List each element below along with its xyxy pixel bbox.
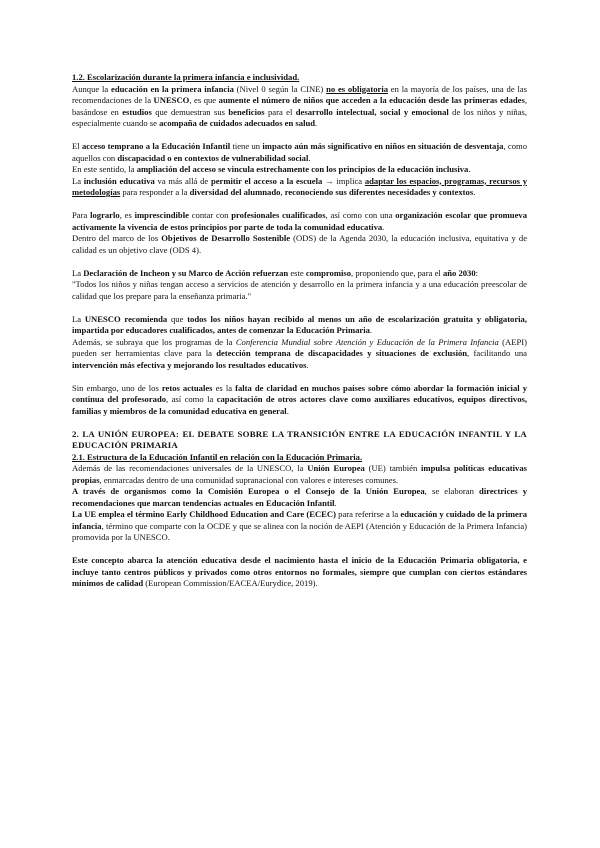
quote-incheon: "Todos los niños y niñas tengan acceso a servicios de atención y desarrollo en la primera infancia y a una educación preescolar de calidad que los prepare para la enseñanza primaria." xyxy=(72,279,527,301)
paragraph-challenges: Sin embargo, uno de los retos actuales es la falta de claridad en muchos países sobre cómo abordar la formación inicial y continua del profesorado, así como la capacitación de otros actores clave como auxiliares educativos, equipos directivos, familias y miembros de la comunidad educativa en general. xyxy=(72,382,527,416)
paragraph-inclusion: La inclusión educativa va más allá de permitir el acceso a la escuela → implica adaptar los espacios, programas, recursos y metodologías para responder a la diversidad del alumnado, reconociendo sus diferentes necesidades y contextos. xyxy=(72,175,527,197)
paragraph-early-access: El acceso temprano a la Educación Infantil tiene un impacto aún más significativo en niños en situación de desventaja, como aquellos con discapacidad o en contextos de vulnerabilidad social. xyxy=(72,141,528,163)
paragraph-eu-policies: Además de las recomendaciones universales de la UNESCO, la Unión Europea (UE) también impulsa políticas educativas propias, enmarcadas dentro de una comunidad supranacional con valores e intereses comunes. xyxy=(72,463,527,485)
section-heading-2-1: 2.1. Estructura de la Educación Infantil en relación con la Educación Primaria. xyxy=(72,451,363,462)
paragraph-unesco-recommendation: La UNESCO recomienda que todos los niños hayan recibido al menos un año de escolarización gratuita y obligatoria, impartida por educadores cualificados, antes de comenzar la Educación Primaria. xyxy=(72,313,528,335)
paragraph-ods: Dentro del marco de los Objetivos de Desarrollo Sostenible (ODS) de la Agenda 2030, la educación inclusiva, equitativa y de calidad es un objetivo clave (ODS 4). xyxy=(72,233,528,255)
section-heading-1-2: 1.2. Escolarización durante la primera infancia e inclusividad. xyxy=(72,72,300,82)
paragraph-incheon: La Declaración de Incheon y su Marco de Acción refuerzan este compromiso, proponiendo que, para el año 2030: xyxy=(72,267,479,278)
paragraph-ecec-scope: Este concepto abarca la atención educativa desde el nacimiento hasta el inicio de la Educación Primaria obligatoria, e incluye tanto centros públicos y privados como otros entornos no formales, siempre que cumplan con ciertos estándares mínimos de calidad (European Commission/EACEA/Eurydice, 2019). xyxy=(72,555,527,588)
document-page xyxy=(72,72,527,590)
paragraph-professionals: Para lograrlo, es imprescindible contar con profesionales cualificados, así como con una organización escolar que promueva activamente la vivencia de estos principios por parte de toda la comunidad educativa. xyxy=(72,210,527,232)
paragraph-ecec: La UE emplea el término Early Childhood Education and Care (ECEC) para referirse a la educación y cuidado de la primera infancia, término que comparte con la OCDE y que se alinea con la noción de AEPI (Atención y Educación de la Primera Infancia) promovida por la UNESCO. xyxy=(72,509,527,542)
paragraph-early-education: Aunque la educación en la primera infancia (Nivel 0 según la CINE) no es obligatoria en la mayoría de los países, una de las recomendaciones de la UNESCO, es que aumente el número de niños que acceden a la educación desde las primeras edades, basándose en estudios que demuestran sus beneficios para el desarrollo intelectual, social y emocional de los niños y niñas, especialmente cuando se acompaña de cuidados adecuados en salud. xyxy=(72,83,528,128)
section-heading-2: 2. LA UNIÓN EUROPEA: EL DEBATE SOBRE LA TRANSICIÓN ENTRE LA EDUCACIÓN INFANTIL Y LA EDUCACIÓN PRIMARIA xyxy=(72,428,527,450)
paragraph-eu-bodies: A través de organismos como la Comisión Europea o el Consejo de la Unión Europea, se elaboran directrices y recomendaciones que marcan tendencias actuales en Educación Infantil. xyxy=(72,486,527,508)
paragraph-aepi: Además, se subraya que los programas de la Conferencia Mundial sobre Atención y Educación de la Primera Infancia (AEPI) pueden ser herramientas clave para la detección temprana de discapacidades y situaciones de exclusión, facilitando una intervención más efectiva y mejorando los resultados educativos. xyxy=(72,336,527,370)
paragraph-inclusive-principles: En este sentido, la ampliación del acceso se vincula estrechamente con los principios de la educación inclusiva. xyxy=(72,164,471,174)
